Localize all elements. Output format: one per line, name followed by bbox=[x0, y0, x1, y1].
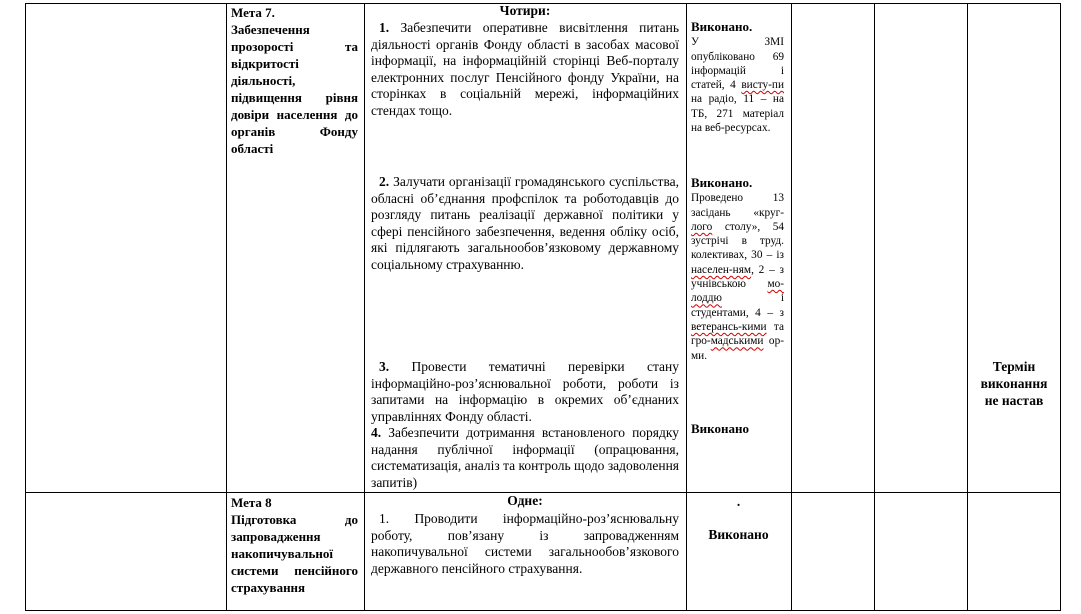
task-text: Провести тематичні перевірки стану інформаційно-роз’яснювальної роботи, роботи із запитами на інформацію в окремих об’єднаних управліннях Фонду області. bbox=[371, 359, 679, 424]
table-border-bottom bbox=[25, 610, 1061, 611]
goal-7-cell bbox=[231, 4, 358, 157]
task-text: Залучати організації громадянського суспільства, обласні об’єднання профспілок та роботодавців до розгляду питань реалізації державної політики у сфері пенсійного забезпечення, ведення обліку осіб, які підлягають загальнообов’язковому державному соціальному страхуванню. bbox=[371, 174, 680, 272]
goal-8-result-status: Виконано bbox=[708, 527, 769, 542]
goal-7-task-4 bbox=[371, 425, 679, 491]
result-text: ветерансь-кими bbox=[691, 320, 767, 333]
result-text: на радіо, 11 – на ТБ, 271 матеріал на веб-ресурсах. bbox=[691, 93, 784, 135]
result-status: Виконано bbox=[691, 421, 749, 436]
goal-8-description: Підготовка до запровадження накопичувальної системи пенсійного страхування bbox=[231, 512, 358, 595]
result-text: та гро- bbox=[691, 320, 784, 348]
table-divider-6 bbox=[967, 3, 968, 611]
task-number: 2. bbox=[379, 174, 390, 189]
goal-7-task-count: Чотири: bbox=[499, 3, 551, 18]
table-divider-5 bbox=[874, 3, 875, 611]
goal-7-task-2 bbox=[371, 174, 679, 273]
table-divider-1 bbox=[226, 3, 227, 611]
goal-8-task-1 bbox=[371, 511, 679, 577]
table-border-left bbox=[25, 3, 26, 611]
goal-7-description: Забезпечення прозорості та відкритості діяльності, підвищення рівня довіри населення до органів Фонду області bbox=[231, 22, 358, 156]
task-number: 1. bbox=[379, 20, 390, 35]
table-divider-3 bbox=[686, 3, 687, 611]
result-text: лого bbox=[691, 220, 713, 233]
table-divider-2 bbox=[364, 3, 365, 611]
result-text: населен-ням bbox=[691, 263, 752, 276]
task-number: 4. bbox=[371, 425, 382, 440]
result-text: ор-ми. bbox=[691, 335, 784, 362]
result-text: мадськими bbox=[710, 335, 764, 348]
goal-7-task-3 bbox=[371, 359, 679, 425]
result-status: Виконано. bbox=[691, 175, 753, 190]
table-border-right bbox=[1060, 3, 1061, 611]
goal-8-result-dot: . bbox=[736, 494, 741, 509]
goal-7-title: Мета 7. bbox=[231, 5, 275, 20]
goal-7-result-2 bbox=[691, 176, 784, 363]
task-text: Забезпечити дотримання встановленого порядку надання публічної інформації (опрацювання, систематизація, аналіз та контроль щодо задоволення запитів) bbox=[371, 425, 679, 490]
result-text: У ЗМІ опубліковано 69 інформацій і статей, 4 bbox=[691, 36, 784, 92]
result-text: і студентами, 4 – з bbox=[691, 292, 784, 319]
result-text: , 2 – з учнівською bbox=[691, 263, 784, 291]
result-text: столу», 54 зустрічі в труд. колективах, 30 – із bbox=[691, 220, 784, 262]
result-text: висту-пи bbox=[741, 79, 784, 92]
table-divider-4 bbox=[791, 3, 792, 611]
task-number: 1. bbox=[379, 511, 390, 526]
goal-7-result-1 bbox=[691, 20, 784, 135]
goal-8-title: Мета 8 bbox=[231, 495, 272, 510]
goal-8-task-count: Одне: bbox=[507, 493, 543, 508]
result-text: Проведено 13 засідань «круг- bbox=[691, 192, 784, 219]
goal-7-task-1 bbox=[371, 20, 679, 119]
task-text: Проводити інформаційно-роз’яснювальну роботу, пов’язану із запровадженням накопичувальної системи загальнообов’язкового державного пенсійного страхування. bbox=[371, 511, 679, 576]
goal-8-cell bbox=[231, 494, 358, 596]
result-status: Виконано. bbox=[691, 19, 753, 34]
task-number: 3. bbox=[379, 359, 390, 374]
task-text: Забезпечити оперативне висвітлення питань діяльності органів Фонду області в засобах масової інформації, на інформаційній сторінці Веб-порталу електронних послуг Пенсійного фонду України, на сторінках в соціальній мережі, інформаційних стендах тощо. bbox=[371, 20, 679, 118]
goal-7-result-3 bbox=[691, 422, 784, 437]
result-text: мо-лоддю bbox=[691, 278, 784, 305]
goal-7-deadline-note: Термін виконання не настав bbox=[980, 359, 1048, 408]
